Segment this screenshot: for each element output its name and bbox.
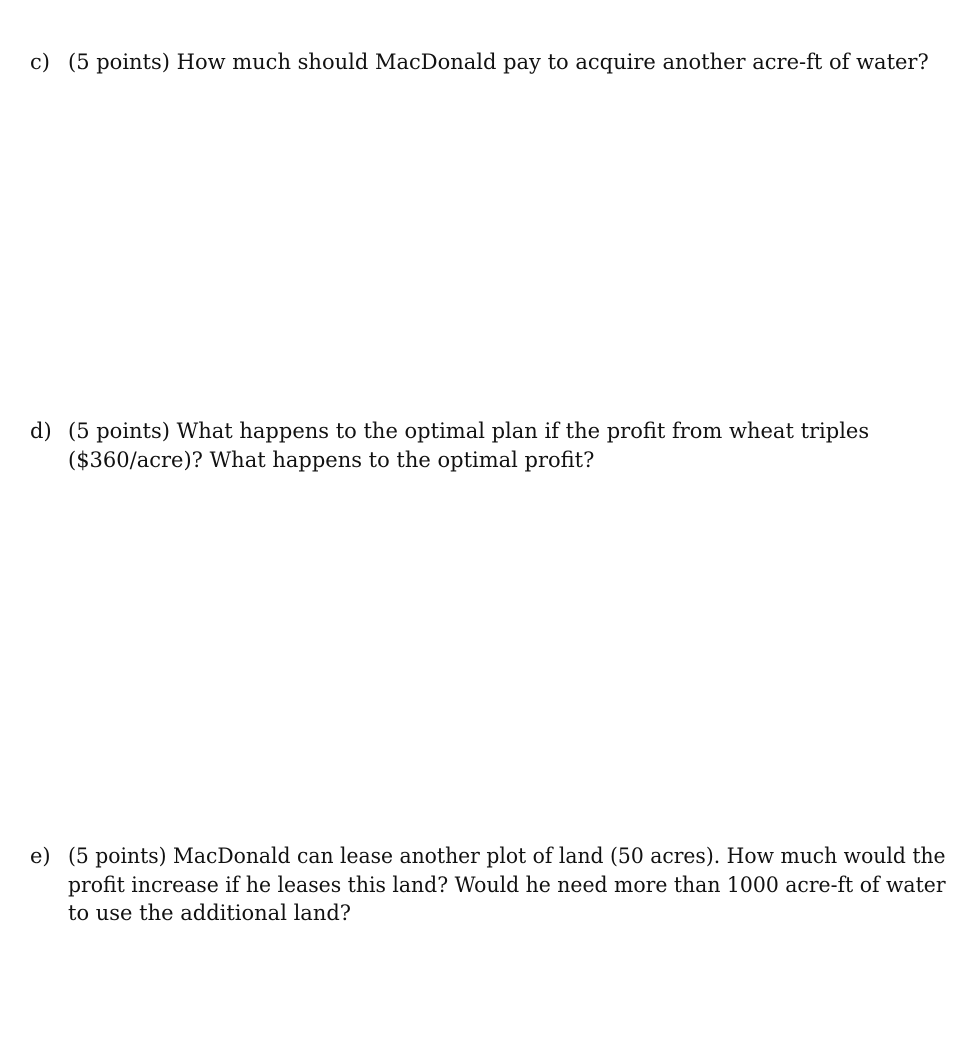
question-c-label: c) (30, 50, 50, 74)
question-e-line-1: (5 points) MacDonald can lease another plot of land (50 acres). How much would the (68, 844, 946, 868)
question-c-line-1: (5 points) How much should MacDonald pay to acquire another acre-ft of water? (68, 50, 929, 74)
question-d-label: d) (30, 419, 52, 443)
question-e-label: e) (30, 844, 51, 868)
question-e-line-2: profit increase if he leases this land? Would he need more than 1000 acre-ft of water (68, 873, 946, 897)
question-d-line-1: (5 points) What happens to the optimal plan if the profit from wheat triples (68, 419, 870, 443)
question-d-line-2: ($360/acre)? What happens to the optimal profit? (68, 448, 595, 472)
question-e-line-3: to use the additional land? (68, 901, 352, 925)
